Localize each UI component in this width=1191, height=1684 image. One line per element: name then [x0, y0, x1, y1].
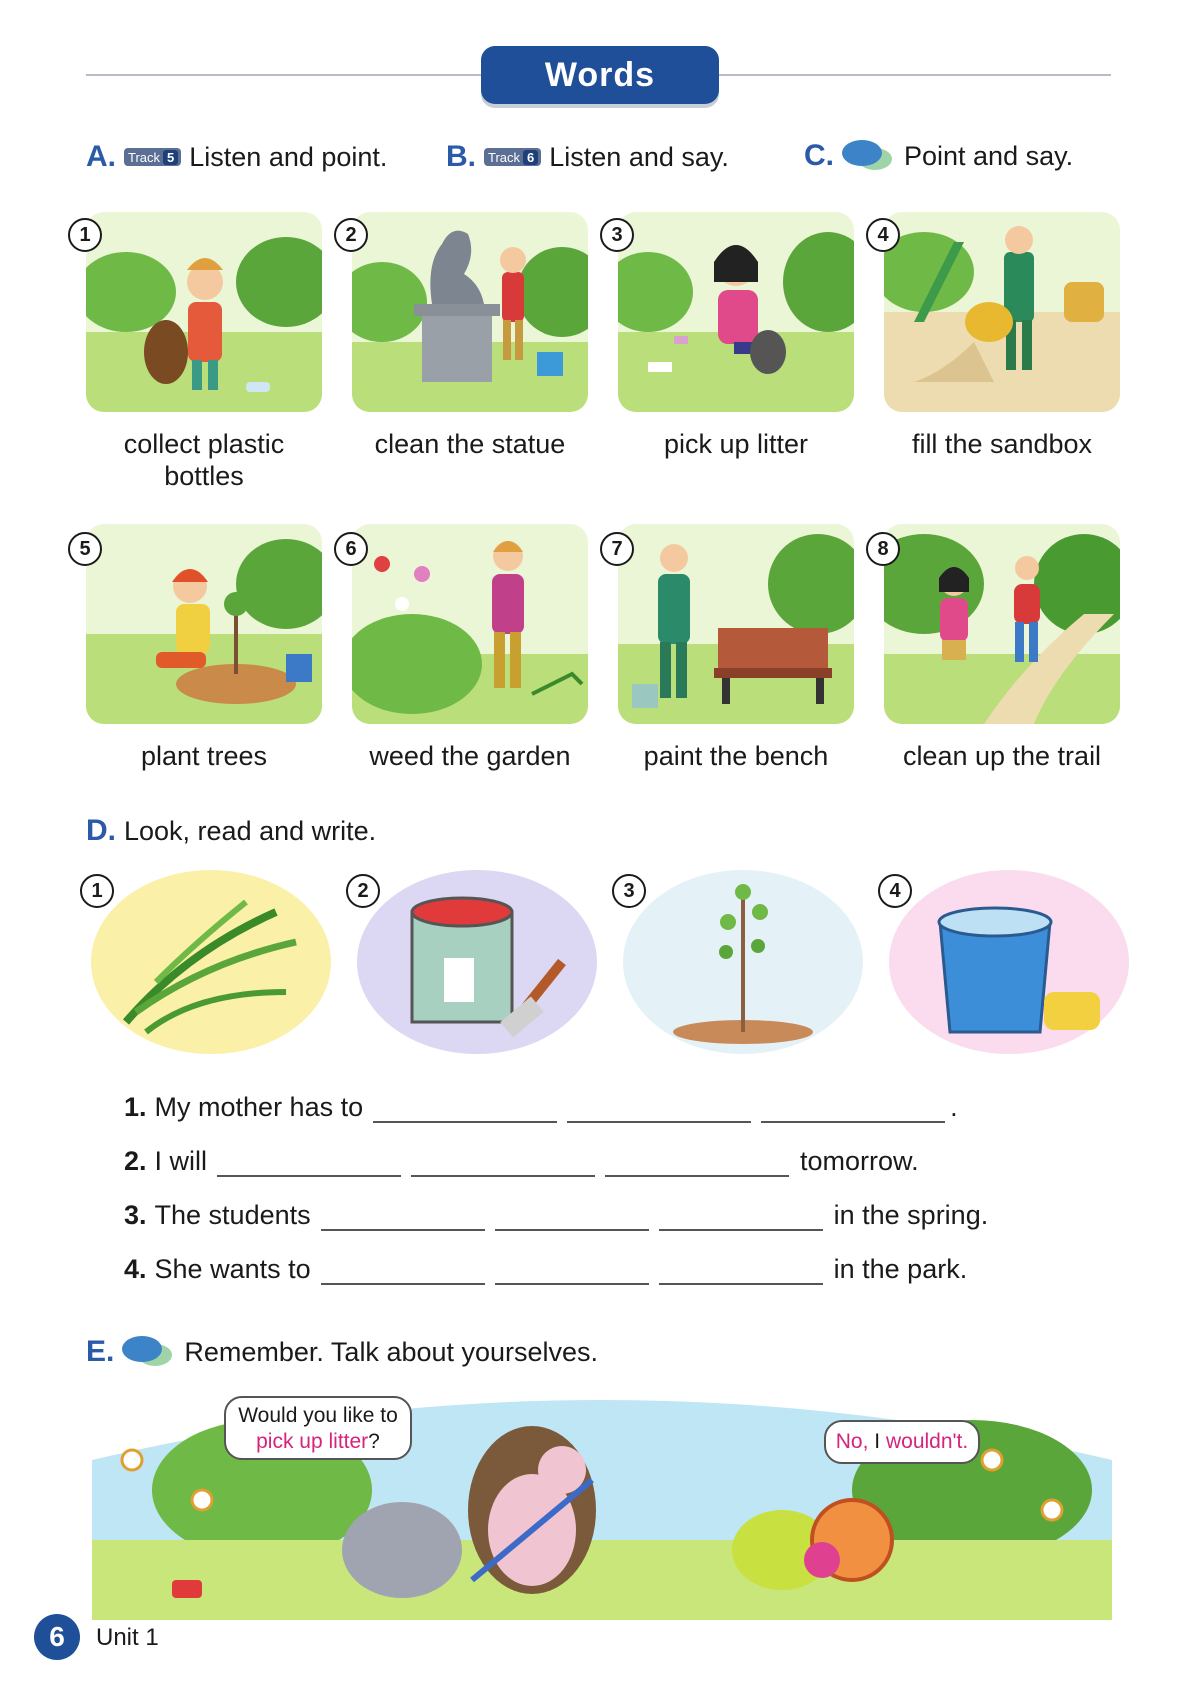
pick-up-litter-illustration [618, 212, 854, 412]
sentence-number: 3. [124, 1200, 147, 1230]
answer-blank[interactable] [761, 1097, 945, 1123]
clean-statue-illustration [352, 212, 588, 412]
sentence-text: She wants to [154, 1254, 311, 1284]
fill-sandbox-illustration [884, 212, 1120, 412]
word-number: 8 [866, 532, 900, 566]
weeds-icon [86, 862, 336, 1062]
speech-bubbles-icon [122, 1334, 176, 1370]
d-number: 1 [80, 874, 114, 908]
sentence-end: in the park. [833, 1254, 968, 1284]
audio-track-badge[interactable] [124, 148, 181, 166]
instruction-text: Listen and point. [189, 141, 388, 172]
speech-bubbles-icon [842, 138, 896, 174]
word-picture-5[interactable] [86, 524, 322, 724]
d-number: 4 [878, 874, 912, 908]
collect-bottles-illustration [86, 212, 322, 412]
word-number: 7 [600, 532, 634, 566]
word-caption-3: pick up litter [663, 429, 809, 459]
word-caption-2: clean the statue [374, 429, 566, 459]
instruction-letter: D. [86, 814, 116, 847]
answer-blank[interactable] [411, 1151, 595, 1177]
d-picture-1[interactable] [86, 862, 336, 1062]
page-number-badge: 6 [34, 1614, 80, 1660]
word-caption-1 [79, 428, 329, 492]
instruction-b [446, 140, 729, 174]
word-number: 2 [334, 218, 368, 252]
word-number: 1 [68, 218, 102, 252]
caption-line: collect plastic [123, 429, 285, 459]
track-number: 5 [163, 150, 178, 165]
word-picture-6[interactable] [352, 524, 588, 724]
bucket-sponge-icon [884, 862, 1134, 1062]
sentence-text: The students [154, 1200, 311, 1230]
d-number: 2 [346, 874, 380, 908]
instruction-text: Listen and say. [549, 141, 729, 172]
answer-blank[interactable] [217, 1151, 401, 1177]
word-picture-4[interactable] [884, 212, 1120, 412]
clean-trail-illustration [884, 524, 1120, 724]
answer-blank[interactable] [605, 1151, 789, 1177]
sentence-1 [124, 1092, 958, 1123]
instruction-text: Look, read and write. [124, 815, 377, 846]
instruction-letter: C. [804, 139, 834, 172]
instruction-text: Point and say. [904, 140, 1074, 171]
caption-line: bottles [164, 461, 244, 491]
weed-garden-illustration [352, 524, 588, 724]
answer-blank[interactable] [321, 1205, 485, 1231]
instruction-letter: B. [446, 140, 476, 173]
d-picture-4[interactable] [884, 862, 1134, 1062]
instruction-e [86, 1334, 598, 1370]
answer-blank[interactable] [495, 1259, 649, 1285]
word-picture-1[interactable] [86, 212, 322, 412]
question-end: ? [368, 1430, 380, 1453]
instruction-c [804, 138, 1073, 174]
sentence-text: My mother has to [154, 1092, 364, 1122]
sentence-4 [124, 1254, 967, 1285]
track-label: Track [128, 149, 161, 165]
sentence-number: 1. [124, 1092, 147, 1122]
d-picture-3[interactable] [618, 862, 868, 1062]
word-picture-8[interactable] [884, 524, 1120, 724]
instruction-text: Remember. Talk about yourselves. [184, 1336, 599, 1367]
word-picture-7[interactable] [618, 524, 854, 724]
young-tree-icon [618, 862, 868, 1062]
instruction-letter: E. [86, 1335, 115, 1368]
sentence-end: in the spring. [833, 1200, 989, 1230]
word-picture-3[interactable] [618, 212, 854, 412]
audio-track-badge[interactable] [484, 148, 541, 166]
paint-can-icon [352, 862, 602, 1062]
instruction-letter: A. [86, 140, 116, 173]
answer-blank[interactable] [321, 1259, 485, 1285]
question-highlight: pick up litter [256, 1430, 369, 1453]
word-picture-2[interactable] [352, 212, 588, 412]
word-number: 4 [866, 218, 900, 252]
word-number: 5 [68, 532, 102, 566]
sentence-number: 2. [124, 1146, 147, 1176]
word-caption-6: weed the garden [369, 741, 571, 771]
word-number: 3 [600, 218, 634, 252]
answer-no: No, [835, 1430, 869, 1453]
word-caption-7: paint the bench [643, 741, 829, 771]
sentence-end: tomorrow. [800, 1146, 919, 1176]
track-number: 6 [523, 150, 538, 165]
track-label: Track [488, 149, 521, 165]
answer-blank[interactable] [659, 1259, 823, 1285]
word-caption-5: plant trees [140, 741, 268, 771]
paint-bench-illustration [618, 524, 854, 724]
answer-blank[interactable] [495, 1205, 649, 1231]
word-caption-8: clean up the trail [902, 741, 1102, 771]
speech-bubble-answer [824, 1420, 980, 1464]
d-picture-2[interactable] [352, 862, 602, 1062]
answer-blank[interactable] [373, 1097, 557, 1123]
answer-highlight: wouldn't. [885, 1430, 969, 1453]
sentence-2 [124, 1146, 919, 1177]
sentence-3 [124, 1200, 988, 1231]
sentence-end: . [950, 1092, 958, 1122]
word-caption-4: fill the sandbox [911, 429, 1093, 459]
word-number: 6 [334, 532, 368, 566]
unit-label: Unit 1 [96, 1624, 159, 1651]
answer-i: I [874, 1430, 881, 1453]
sentence-text: I will [154, 1146, 208, 1176]
instruction-d [86, 814, 376, 848]
instruction-a [86, 140, 387, 174]
answer-blank[interactable] [659, 1205, 823, 1231]
page-title: Words [481, 46, 719, 104]
question-line-1: Would you like to [238, 1404, 398, 1427]
plant-trees-illustration [86, 524, 322, 724]
speech-bubble-question [224, 1396, 412, 1460]
answer-blank[interactable] [567, 1097, 751, 1123]
sentence-number: 4. [124, 1254, 147, 1284]
d-number: 3 [612, 874, 646, 908]
